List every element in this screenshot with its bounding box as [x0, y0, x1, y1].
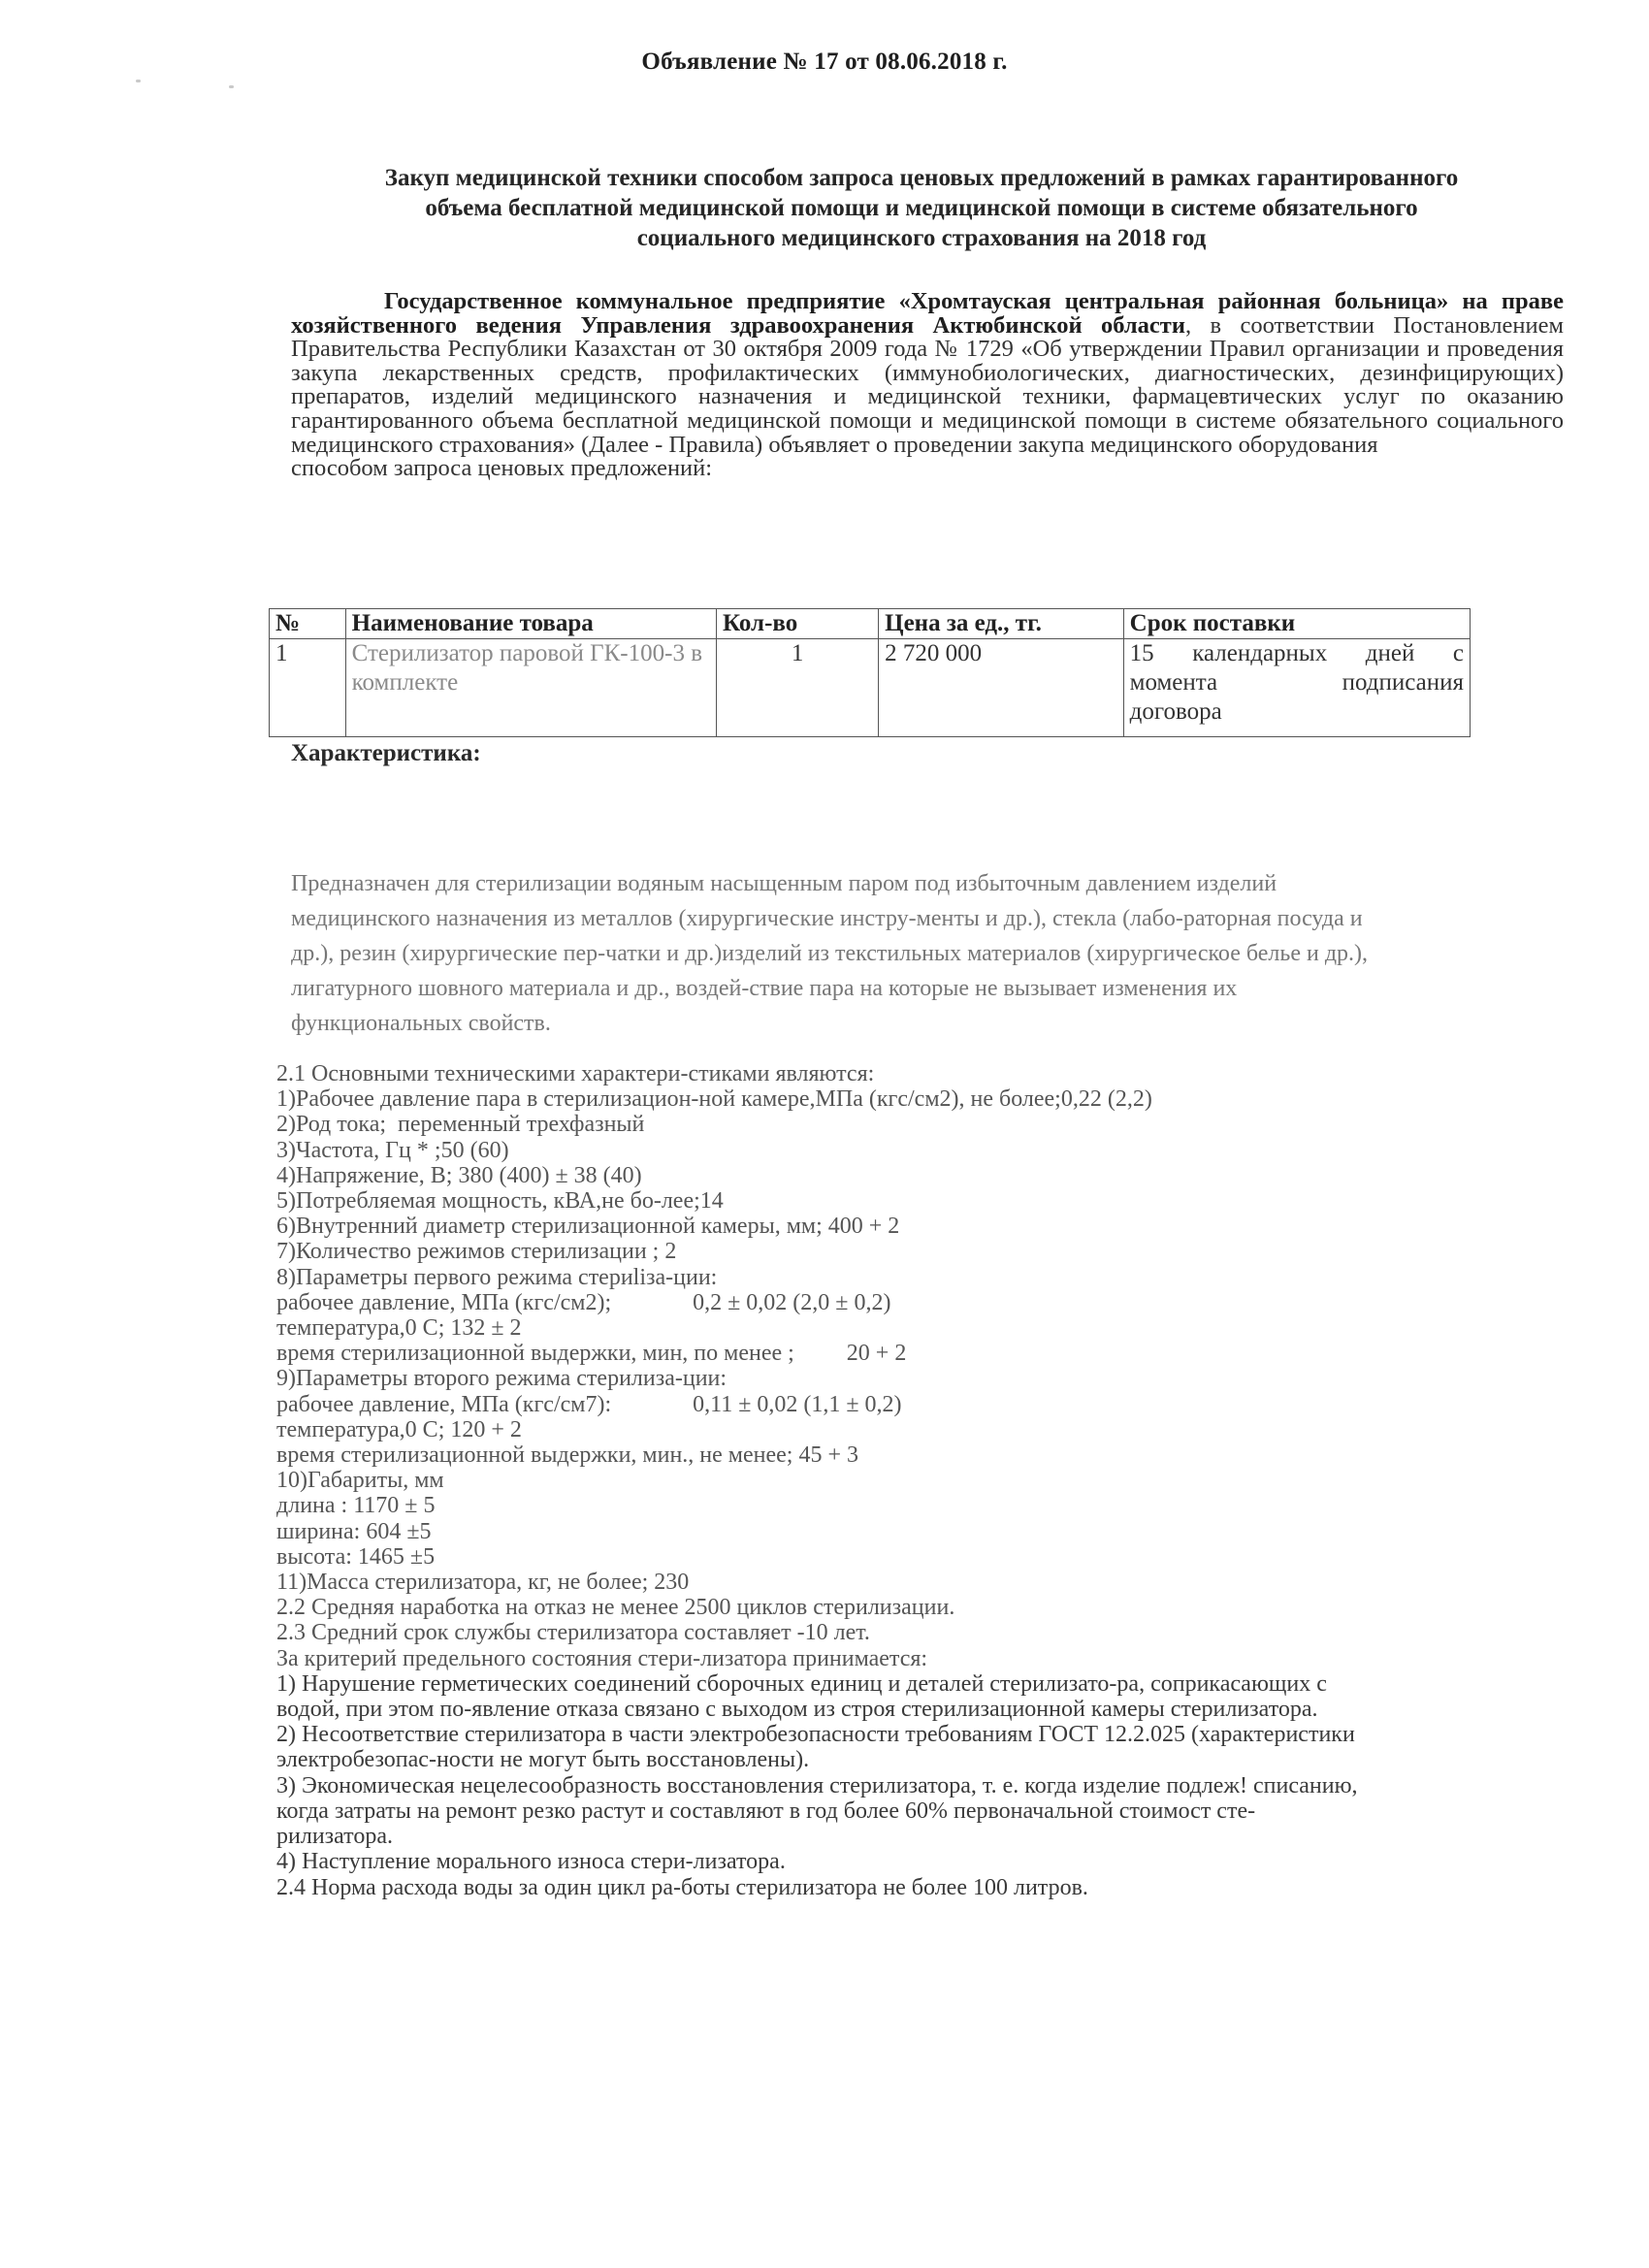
intro-text: , в соответствии Постановлением Правительства Республики Казахстан от 30 октября 2009 года № 1729 «Об утверждении Правил организации и проведения закупа лекарственных средств, профилактических (иммунобиологических, диагностических, дезинфицирующих) препаратов, изделий медицинского назначения и медицинской техники, фармацевтических услуг по оказанию гарантированного объема бесплатной медицинской помощи и медицинской помощи в системе обязательного социального медицинского страхования» (Далее - Правила) объявляет о проведении закупа медицинского оборудования: [291, 311, 1564, 458]
col-header-name: Наименование товара: [345, 609, 716, 639]
subtitle-line: объема бесплатной медицинской помощи и медицинской помощи в системе обязательного: [425, 195, 1418, 221]
spec-line: 5)Потребляемая мощность, кВА,не бо-лее;14: [276, 1188, 724, 1215]
table-header-row: [270, 609, 1471, 639]
spec-line: 7)Количество режимов стерилизации ; 2: [276, 1239, 677, 1265]
spec-line: 10)Габариты, мм: [276, 1468, 444, 1494]
spec-line: ширина: 604 ±5: [276, 1518, 432, 1544]
spec-line: температура,0 С; 132 ± 2: [276, 1315, 522, 1342]
spec-line: 1) Нарушение герметических соединений сборочных единиц и деталей стерилизато-ра, соприкасающих с: [276, 1670, 1327, 1697]
spec-line: 4)Напряжение, В; 380 (400) ± 38 (40): [276, 1162, 642, 1188]
term-line: договора: [1129, 698, 1222, 725]
intro-paragraph: [291, 290, 1564, 481]
purpose-line: медицинского назначения из металлов (хирургические инстру-менты и др.), стекла (лабо-раторная посуда и: [291, 906, 1363, 931]
spec-line: рабочее давление, МПа (кгс/см2); 0,2 ± 0,02 (2,0 ± 0,2): [276, 1289, 891, 1315]
spec-line: 9)Параметры второго режима стерилиза-ции:: [276, 1366, 728, 1392]
spec-line: 3) Экономическая нецелесообразность восстановления стерилизатора, т. е. когда изделие подлеж! списанию,: [276, 1772, 1358, 1798]
spec-line: длина : 1170 ± 5: [276, 1493, 436, 1519]
intro-last-line: способом запроса ценовых предложений:: [291, 455, 713, 482]
term-line: момента подписания: [1129, 669, 1464, 696]
scan-artifact: [229, 85, 234, 88]
cell-price: 2 720 000: [879, 639, 1124, 737]
organization-authority: на праве хозяйственного ведения Управления здравоохранения Актюбинской области: [291, 288, 1565, 339]
spec-line: рилизатора.: [276, 1824, 393, 1850]
spec-line: 8)Параметры первого режима стериliза-ции:: [276, 1264, 718, 1290]
spec-line: 2.2 Средняя наработка на отказ не менее 2500 циклов стерилизации.: [276, 1595, 955, 1621]
organization-name: Государственное коммунальное предприятие «Хромтауская центральная районная больница»: [384, 288, 1449, 314]
spec-line: температура,0 С; 120 + 2: [276, 1416, 522, 1442]
spec-line: 1)Рабочее давление пара в стерилизацион-ной камере,МПа (кгс/см2), не более;0,22 (2,2): [276, 1086, 1152, 1113]
purpose-line: функциональных свойств.: [291, 1011, 551, 1036]
spec-line: время стерилизационной выдержки, мин., не менее; 45 + 3: [276, 1442, 858, 1469]
announcement-subtitle: [291, 163, 1552, 253]
spec-line: когда затраты на ремонт резко растут и составляют в год более 60% первоначальной стоимост сте-: [276, 1798, 1256, 1824]
cell-delivery-term: [1123, 639, 1470, 737]
spec-line: 6)Внутренний диаметр стерилизационной камеры, мм; 400 + 2: [276, 1214, 900, 1240]
scan-artifact: [136, 80, 141, 82]
spec-line: высота: 1465 ±5: [276, 1543, 436, 1570]
purpose-line: Предназначен для стерилизации водяным насыщенным паром под избыточным давлением изделий: [291, 871, 1277, 896]
subtitle-line: Закуп медицинской техники способом запроса ценовых предложений в рамках гарантированного: [384, 165, 1459, 191]
cell-number: 1: [270, 639, 346, 737]
spec-line: время стерилизационной выдержки, мин, по менее ; 20 + 2: [276, 1341, 907, 1367]
goods-table: [269, 608, 1471, 737]
purpose-line: лигатурного шовного материала и др., воздей-ствие пара на которые не вызывает изменения их: [291, 976, 1238, 1001]
spec-line: рабочее давление, МПа (кгс/см7): 0,11 ± 0,02 (1,1 ± 0,2): [276, 1391, 902, 1417]
spec-line: электробезопас-ности не могут быть восстановлены).: [276, 1747, 810, 1773]
spec-line: За критерий предельного состояния стери-лизатора принимается:: [276, 1645, 928, 1671]
col-header-quantity: Кол-во: [716, 609, 878, 639]
spec-line: водой, при этом по-явление отказа связано с выходом из строя стерилизационной камеры стерилизатора.: [276, 1697, 1318, 1723]
spec-line: 3)Частота, Гц * ;50 (60): [276, 1137, 509, 1163]
subtitle-line: социального медицинского страхования на 2018 год: [636, 225, 1207, 251]
cell-quantity: 1: [716, 639, 878, 737]
announcement-title: Объявление № 17 от 08.06.2018 г.: [641, 49, 1008, 75]
spec-line: 2) Несоответствие стерилизатора в части электробезопасности требованиям ГОСТ 12.2.025 (характеристики: [276, 1722, 1355, 1748]
cell-name: Стерилизатор паровой ГК-100-3 в комплекте: [345, 639, 716, 737]
spec-line: 2)Род тока; переменный трехфазный: [276, 1112, 645, 1138]
col-header-number: №: [270, 609, 346, 639]
spec-line: 2.1 Основными техническими характери-стиками являются:: [276, 1061, 875, 1086]
characteristics-heading: Характеристика:: [291, 740, 481, 766]
purpose-paragraph: [291, 866, 1542, 1041]
spec-line: 2.4 Норма расхода воды за один цикл ра-боты стерилизатора не более 100 литров.: [276, 1874, 1088, 1900]
table-row: [270, 639, 1471, 737]
spec-line: 2.3 Средний срок службы стерилизатора составляет -10 лет.: [276, 1620, 870, 1646]
spec-line: 4) Наступление морального износа стери-лизатора.: [276, 1849, 786, 1875]
col-header-delivery-term: Срок поставки: [1123, 609, 1470, 639]
term-line: 15 календарных дней с: [1129, 640, 1464, 666]
col-header-price: Цена за ед., тг.: [879, 609, 1124, 639]
purpose-line: др.), резин (хирургические пер-чатки и др.)изделий из текстильных материалов (хирургическое белье и др.),: [291, 941, 1369, 966]
intro-body: [291, 290, 1564, 457]
technical-specs: [276, 1061, 1576, 1900]
spec-line: 11)Масса стерилизатора, кг, не более; 230: [276, 1570, 690, 1596]
